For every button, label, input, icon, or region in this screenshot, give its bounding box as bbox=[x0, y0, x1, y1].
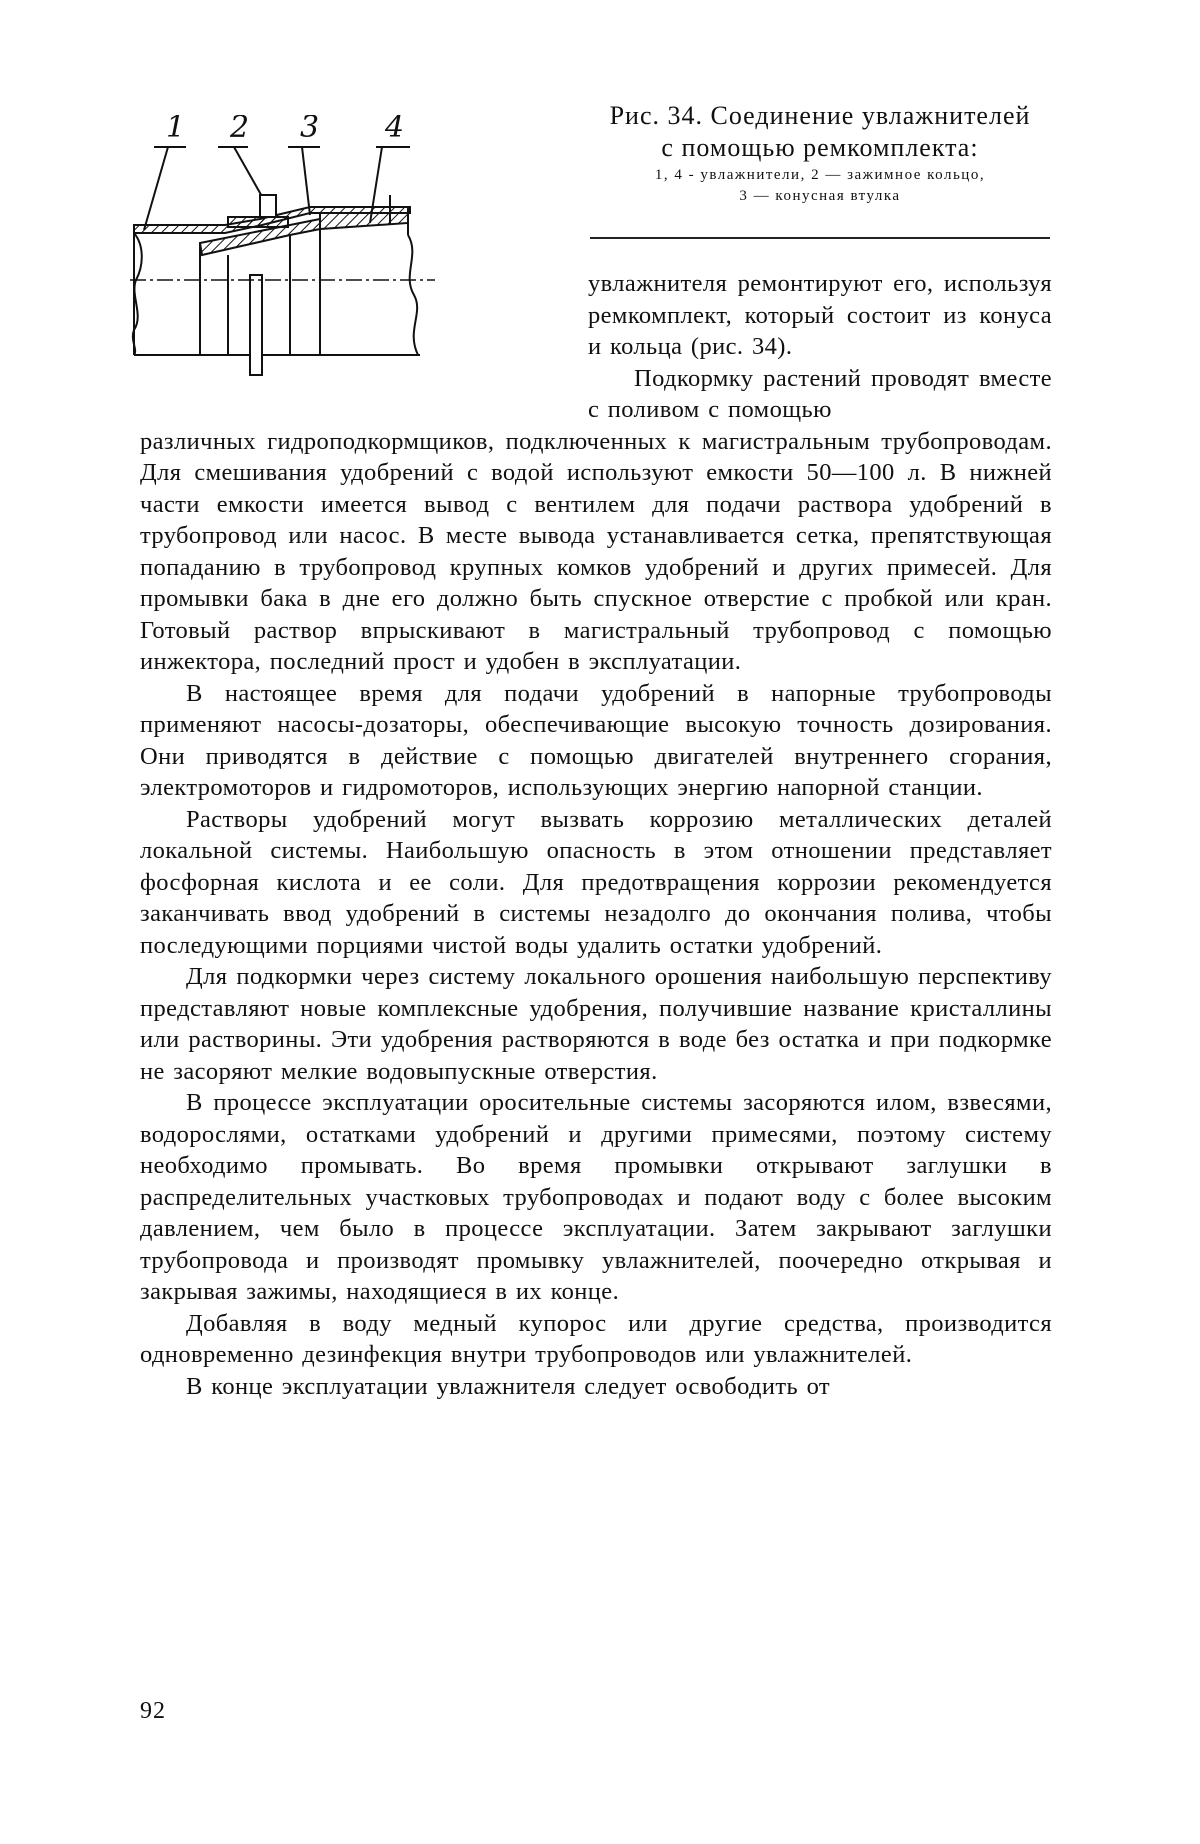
figure-label-4: 4 bbox=[385, 115, 405, 145]
caption-legend-line-2: 3 — конусная втулка bbox=[739, 188, 901, 204]
paragraph-7: Добавляя в воду медный купорос или другие средства, производится одновременно дезинфекция внутри трубопроводов или увлажнителей. bbox=[140, 1309, 1052, 1368]
figure-caption bbox=[590, 100, 1050, 206]
caption-legend-line-1: 1, 4 - увлажнители, 2 — зажимное кольцо, bbox=[654, 167, 986, 183]
caption-title-line-1: Рис. 34. Соединение увлажнителей bbox=[609, 101, 1031, 130]
figure-label-1: 1 bbox=[166, 115, 186, 145]
paragraph-5: Для подкормки через систему локального орошения наибольшую перспективу представляют новые комплексные удобрения, получившие название кристаллины или растворины. Эти удобрения растворяются в воде без остатка и при подкормке не засоряют мелкие водовыпускные отверстия. bbox=[140, 963, 1052, 1085]
figure-label-3: 3 bbox=[300, 115, 320, 145]
paragraph-4: Растворы удобрений могут вызвать коррозию металлических деталей локальной системы. Наибольшую опасность в этом отношении представляет фосфорная кислота и ее соли. Для предотвращения коррозии рекомендуется заканчивать ввод удобрений в системы незадолго до окончания полива, чтобы последующими порциями чистой воды удалить остатки удобрений. bbox=[140, 805, 1052, 959]
page-number: 92 bbox=[140, 1698, 166, 1724]
body-text bbox=[140, 268, 1052, 1402]
paragraph-8: В конце эксплуатации увлажнителя следует освободить от bbox=[186, 1372, 831, 1400]
paragraph-1: увлажнителя ремонтируют его, используя ремкомплект, который состоит из конуса и кольца (рис. 34). bbox=[588, 270, 1052, 360]
caption-divider bbox=[590, 237, 1050, 239]
paragraph-2: различных гидроподкормщиков, подключенных к магистральным трубопроводам. Для смешивания удобрений с водой используют емкости 50—100 л. В нижней части емкости имеется вывод с вентилем для подачи раствора удобрений в трубопровод или насос. В месте вывода устанавливается сетка, препятствующая попаданию в трубопровод крупных комков удобрений и других примесей. Для промывки бака в дне его должно быть спускное отверстие с пробкой или кран. Готовый раствор впрыскивают в магистральный трубопровод с помощью инжектора, последний прост и удобен в эксплуатации. bbox=[140, 427, 1052, 675]
paragraph-6: В процессе эксплуатации оросительные системы засоряются илом, взвесями, водорослями, остатками удобрений и другими примесями, поэтому систему необходимо промывать. Во время промывки открывают заглушки в распределительных участковых трубопроводах и подают воду с более высоким давлением, чем было в процессе эксплуатации. Затем закрывают заглушки трубопровода и производят промывку увлажнителей, поочередно открывая и закрывая зажимы, находящиеся в их конце. bbox=[140, 1089, 1052, 1305]
paragraph-3: В настоящее время для подачи удобрений в напорные трубопроводы применяют насосы-дозаторы, обеспечивающие высокую точность дозирования. Они приводятся в действие с помощью двигателей внутреннего сгорания, электромоторов и гидромоторов, использующих энергию напорной станции. bbox=[140, 679, 1052, 801]
paragraph-2-wrap: Подкормку растений проводят вместе с поливом с помощью bbox=[588, 364, 1052, 423]
caption-title-line-2: с помощью ремкомплекта: bbox=[661, 133, 979, 162]
figure-label-2: 2 bbox=[230, 115, 250, 145]
